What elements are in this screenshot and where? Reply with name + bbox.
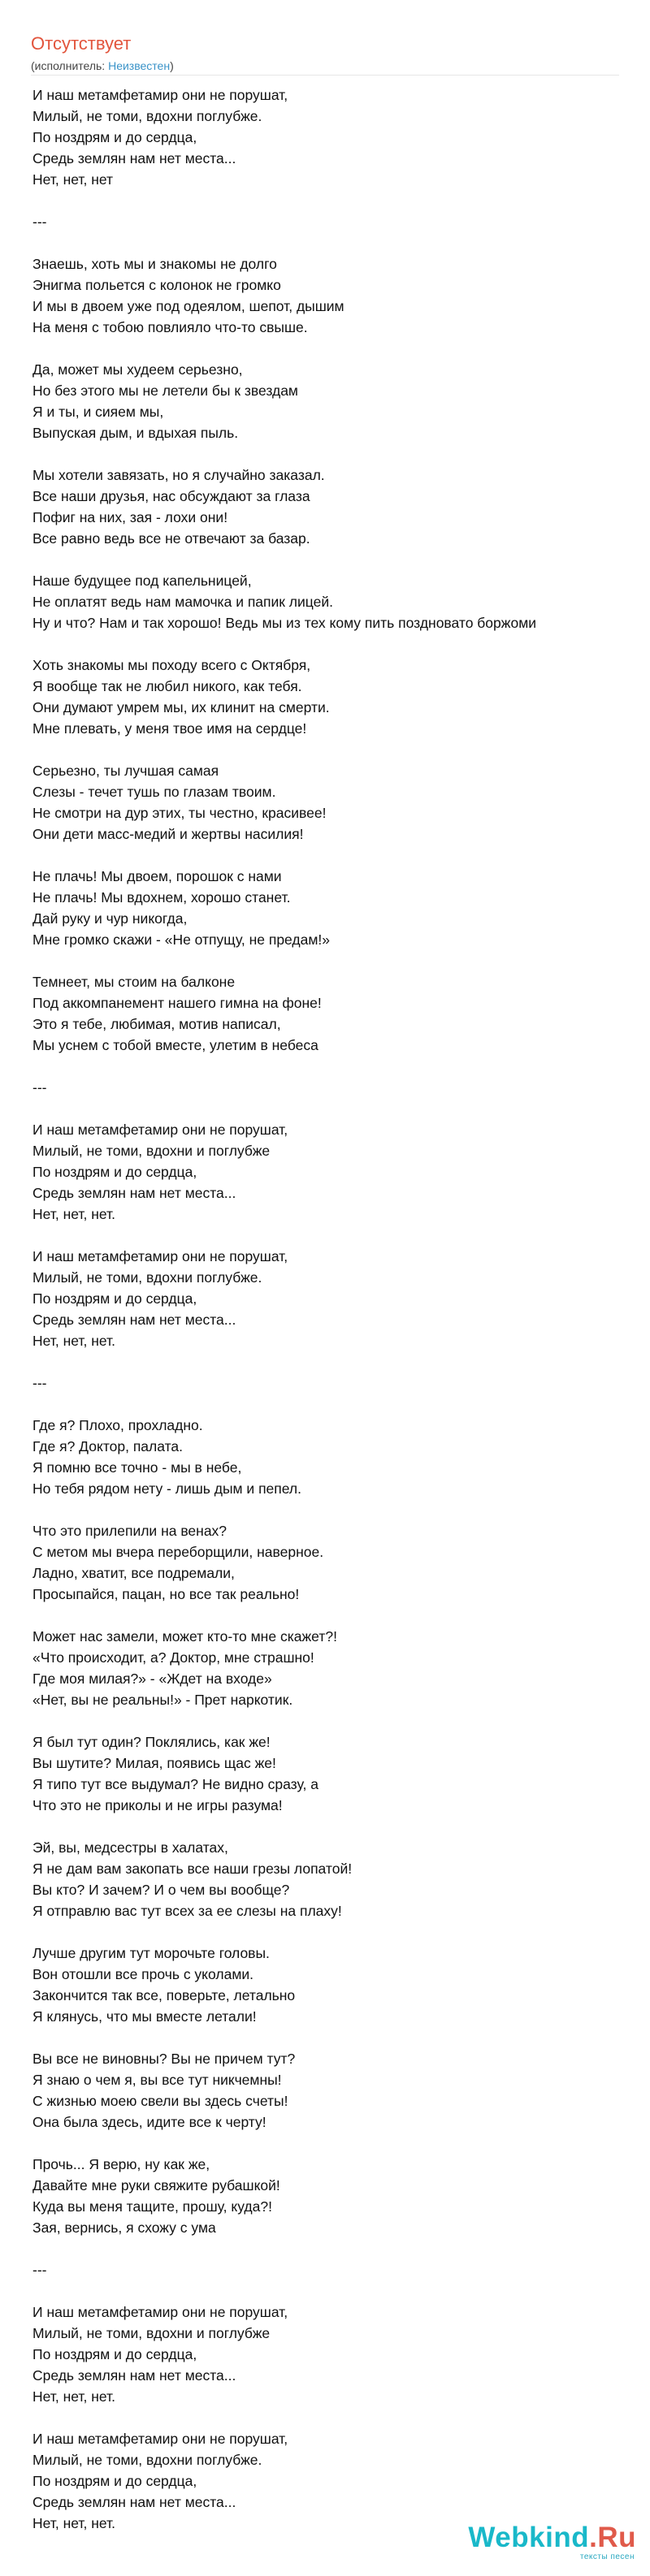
separator — [32, 1077, 626, 1098]
lyric-line: --- — [32, 214, 47, 230]
stanza — [32, 359, 626, 443]
lyric-line: Милый, не томи, вдохни поглубже. — [32, 1269, 262, 1286]
stanza — [32, 1943, 626, 2027]
stanza — [32, 866, 626, 950]
separator — [32, 211, 626, 232]
lyric-line: Да, может мы худеем серьезно, — [32, 361, 243, 378]
lyric-line: Она была здесь, идите все к черту! — [32, 2114, 266, 2130]
lyric-line: Под аккомпанемент нашего гимна на фоне! — [32, 995, 322, 1011]
lyric-line: По ноздрям и до сердца, — [32, 2346, 197, 2362]
lyric-line: Энигма польется с колонок не громко — [32, 277, 281, 293]
stanza — [32, 2048, 626, 2133]
stanza — [32, 2428, 626, 2534]
lyric-line: Я не дам вам закопать все наши грезы лопатой! — [32, 1861, 353, 1877]
lyric-line: Слезы - течет тушь по глазам твоим. — [32, 784, 276, 800]
lyric-line: Милый, не томи, вдохни поглубже. — [32, 2452, 262, 2468]
lyric-line: Вы кто? И зачем? И о чем вы вообще? — [32, 1882, 290, 1898]
lyric-line: И наш метамфетамир они не порушат, — [32, 87, 288, 103]
lyric-line: Но без этого мы не летели бы к звездам — [32, 383, 298, 399]
stanza — [32, 655, 626, 739]
lyric-line: Мне громко скажи - «Не отпущу, не предам!» — [32, 931, 330, 948]
lyric-line: «Что происходит, а? Доктор, мне страшно! — [32, 1649, 314, 1666]
lyric-line: Я и ты, и сияем мы, — [32, 404, 164, 420]
lyric-line: Средь землян нам нет места... — [32, 1185, 236, 1201]
lyric-line: По ноздрям и до сердца, — [32, 129, 197, 145]
lyric-line: Темнеет, мы стоим на балконе — [32, 974, 236, 990]
stanza — [32, 1837, 626, 1921]
stanza — [32, 465, 626, 549]
lyric-line: Где я? Плохо, прохладно. — [32, 1417, 203, 1433]
lyric-line: Они думают умрем мы, их клинит на смерти. — [32, 699, 330, 715]
lyric-line: Лучше другим тут морочьте головы. — [32, 1945, 270, 1961]
lyric-line: Дай руку и чур никогда, — [32, 910, 188, 927]
stanza — [32, 253, 626, 338]
lyric-line: Закончится так все, поверьте, летально — [32, 1987, 296, 2003]
lyric-line: Прочь... Я верю, ну как же, — [32, 2156, 210, 2172]
lyric-line: Я вообще так не любил никого, как тебя. — [32, 678, 302, 694]
lyric-line: И мы в двоем уже под одеялом, шепот, дышим — [32, 298, 344, 314]
logo-name: Webkind — [468, 2522, 590, 2553]
lyric-line: Что это прилепили на венах? — [32, 1523, 228, 1539]
stanza — [32, 84, 626, 190]
lyric-line: «Нет, вы не реальны!» - Прет наркотик. — [32, 1692, 293, 1708]
lyric-line: Мы хотели завязать, но я случайно заказал. — [32, 467, 325, 483]
stanza — [32, 760, 626, 845]
logo-wordmark — [468, 2522, 636, 2554]
lyric-line: Средь землян нам нет места... — [32, 150, 236, 166]
lyric-line: Куда вы меня тащите, прошу, куда?! — [32, 2198, 272, 2215]
lyric-line: Может нас замели, может кто-то мне скажет?! — [32, 1628, 337, 1645]
artist-prefix: (исполнитель: — [31, 59, 109, 72]
lyric-line: Я знаю о чем я, вы все тут никчемны! — [32, 2072, 282, 2088]
lyric-line: И наш метамфетамир они не порушат, — [32, 2304, 288, 2320]
lyric-line: Знаешь, хоть мы и знакомы не долго — [32, 256, 277, 272]
lyric-line: Не плачь! Мы вдохнем, хорошо станет. — [32, 889, 291, 905]
lyric-line: Просыпайся, пацан, но все так реально! — [32, 1586, 300, 1602]
lyric-line: --- — [32, 1079, 47, 1096]
lyric-line: С метом мы вчера переборщили, наверное. — [32, 1544, 324, 1560]
artist-link[interactable]: Неизвестен — [108, 59, 171, 72]
lyric-line: Не оплатят ведь нам мамочка и папик лицей. — [32, 594, 333, 610]
lyric-line: И наш метамфетамир они не порушат, — [32, 2431, 288, 2447]
stanza — [32, 2302, 626, 2407]
lyric-line: Ладно, хватит, все подремали, — [32, 1565, 235, 1581]
lyric-line: Серьезно, ты лучшая самая — [32, 763, 219, 779]
lyric-line: Нет, нет, нет — [32, 171, 114, 188]
lyric-line: Не плачь! Мы двоем, порошок с нами — [32, 868, 282, 884]
stanza — [32, 1626, 626, 1710]
lyric-line: Средь землян нам нет места... — [32, 2494, 236, 2510]
lyric-line: Но тебя рядом нету - лишь дым и пепел. — [32, 1480, 301, 1497]
lyric-line: Ну и что? Нам и так хорошо! Ведь мы из тех кому пить поздновато боржоми — [32, 615, 537, 631]
header-divider — [31, 75, 619, 76]
lyric-line: И наш метамфетамир они не порушат, — [32, 1122, 288, 1138]
lyric-line: Мне плевать, у меня твое имя на сердце! — [32, 720, 307, 737]
lyric-line: Все равно ведь все не отвечают за базар. — [32, 530, 310, 547]
stanza — [32, 1415, 626, 1499]
lyric-line: И наш метамфетамир они не порушат, — [32, 1248, 288, 1264]
lyric-line: С жизнью моею свели вы здесь счеты! — [32, 2093, 288, 2109]
song-title: Отсутствует — [31, 33, 132, 54]
lyric-line: Где я? Доктор, палата. — [32, 1438, 184, 1454]
lyric-line: --- — [32, 2262, 47, 2278]
lyrics-text — [32, 84, 626, 2555]
lyric-line: Все наши друзья, нас обсуждают за глаза — [32, 488, 310, 504]
lyric-line: Средь землян нам нет места... — [32, 1312, 236, 1328]
lyric-line: Милый, не томи, вдохни и поглубже — [32, 2325, 271, 2341]
stanza — [32, 1520, 626, 1605]
lyric-line: Эй, вы, медсестры в халатах, — [32, 1839, 228, 1856]
lyric-line: На меня с тобою повлияло что-то свыше. — [32, 319, 308, 335]
lyric-line: Я типо тут все выдумал? Не видно сразу, а — [32, 1776, 318, 1792]
lyric-line: Я отправлю вас тут всех за ее слезы на плаху! — [32, 1903, 342, 1919]
lyric-line: Милый, не томи, вдохни и поглубже — [32, 1143, 271, 1159]
lyric-line: Это я тебе, любимая, мотив написал, — [32, 1016, 281, 1032]
site-logo[interactable] — [468, 2522, 636, 2570]
stanza — [32, 1246, 626, 1351]
logo-domain: .Ru — [589, 2522, 636, 2553]
stanza — [32, 1731, 626, 1816]
lyric-line: Вон отошли все прочь с уколами. — [32, 1966, 254, 1982]
lyric-line: Наше будущее под капельницей, — [32, 573, 252, 589]
lyric-line: Зая, вернись, я схожу с ума — [32, 2219, 216, 2236]
lyric-line: Я клянусь, что мы вместе летали! — [32, 2008, 257, 2025]
stanza — [32, 570, 626, 633]
lyric-line: Давайте мне руки свяжите рубашкой! — [32, 2177, 280, 2193]
lyric-line: Где моя милая?» - «Ждет на входе» — [32, 1671, 272, 1687]
lyric-line: Мы уснем с тобой вместе, улетим в небеса — [32, 1037, 318, 1053]
stanza — [32, 2154, 626, 2238]
lyric-line: Средь землян нам нет места... — [32, 2367, 236, 2384]
separator — [32, 1372, 626, 1394]
lyric-line: --- — [32, 1375, 47, 1391]
separator — [32, 2259, 626, 2280]
lyric-line: Нет, нет, нет. — [32, 1206, 115, 1222]
lyric-line: Хоть знакомы мы походу всего с Октября, — [32, 657, 311, 673]
lyric-line: Не смотри на дур этих, ты честно, красивее! — [32, 805, 327, 821]
stanza — [32, 971, 626, 1056]
lyric-line: Выпуская дым, и вдыхая пыль. — [32, 425, 239, 441]
lyric-line: По ноздрям и до сердца, — [32, 2473, 197, 2489]
logo-tagline: тексты песен — [579, 2552, 635, 2561]
lyric-line: Они дети масс-медий и жертвы насилия! — [32, 826, 304, 842]
song-header — [31, 32, 619, 73]
lyric-line: Я был тут один? Поклялись, как же! — [32, 1734, 271, 1750]
artist-suffix: ) — [170, 59, 174, 72]
lyric-line: Вы шутите? Милая, появись щас же! — [32, 1755, 276, 1771]
lyric-line: Нет, нет, нет. — [32, 2515, 115, 2531]
lyric-line: Что это не приколы и не игры разума! — [32, 1797, 283, 1813]
lyric-line: По ноздрям и до сердца, — [32, 1164, 197, 1180]
lyric-line: По ноздрям и до сердца, — [32, 1290, 197, 1307]
lyric-line: Нет, нет, нет. — [32, 2388, 115, 2405]
lyric-line: Нет, нет, нет. — [32, 1333, 115, 1349]
artist-line — [31, 58, 619, 73]
lyric-line: Милый, не томи, вдохни поглубже. — [32, 108, 262, 124]
lyric-line: Пофиг на них, зая - лохи они! — [32, 509, 228, 525]
stanza — [32, 1119, 626, 1225]
lyric-line: Я помню все точно - мы в небе, — [32, 1459, 242, 1476]
lyric-line: Вы все не виновны? Вы не причем тут? — [32, 2051, 296, 2067]
